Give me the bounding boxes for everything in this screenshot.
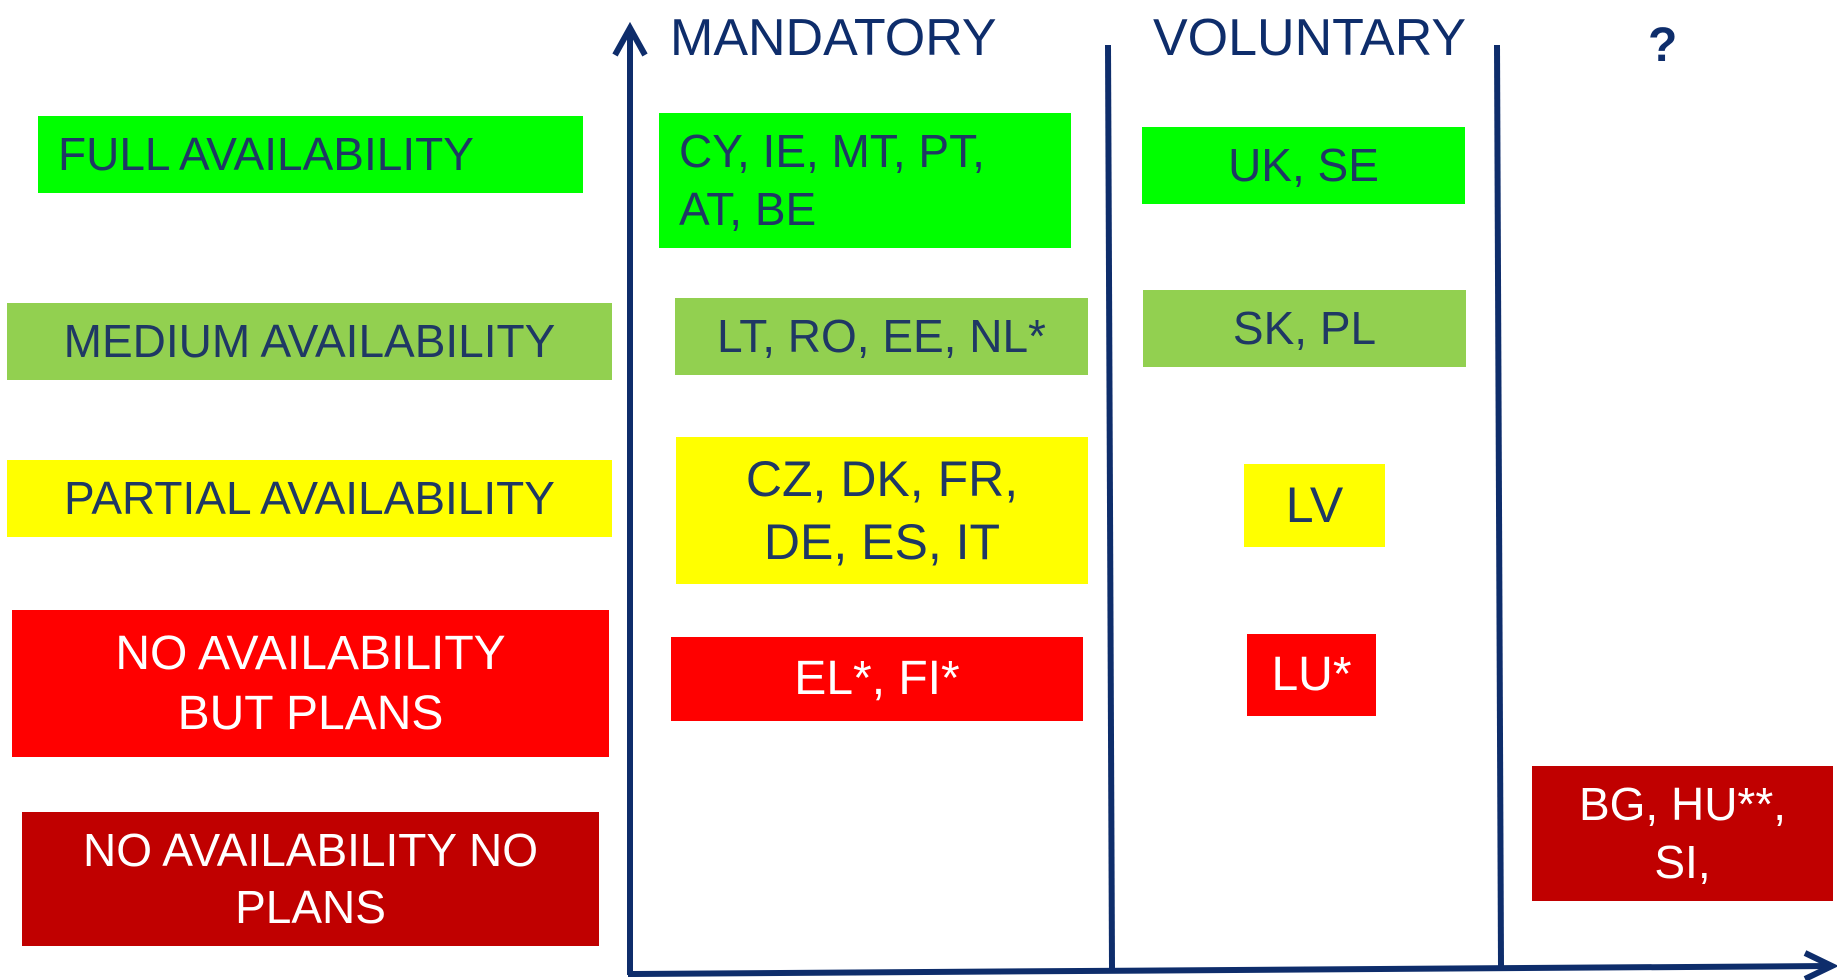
level-partial-availability: PARTIAL AVAILABILITY xyxy=(7,460,612,537)
x-axis xyxy=(628,966,1830,974)
mandatory-medium-countries: LT, RO, EE, NL* xyxy=(675,298,1088,375)
divider-mandatory-voluntary xyxy=(1108,45,1112,968)
column-header-unknown: ? xyxy=(1648,19,1678,72)
level-no-availability-no-plans: NO AVAILABILITY NO PLANS xyxy=(22,812,599,946)
voluntary-medium-countries: SK, PL xyxy=(1143,290,1466,367)
voluntary-full-countries: UK, SE xyxy=(1142,127,1465,204)
level-medium-availability: MEDIUM AVAILABILITY xyxy=(7,303,612,380)
mandatory-full-countries: CY, IE, MT, PT, AT, BE xyxy=(659,113,1071,248)
mandatory-partial-countries: CZ, DK, FR, DE, ES, IT xyxy=(676,437,1088,584)
voluntary-partial-countries: LV xyxy=(1244,464,1385,547)
column-header-mandatory: MANDATORY xyxy=(670,9,997,67)
level-full-availability: FULL AVAILABILITY xyxy=(38,116,583,193)
unknown-no-no-plans-countries: BG, HU**, SI, xyxy=(1532,766,1833,901)
column-header-voluntary: VOLUNTARY xyxy=(1153,9,1467,67)
voluntary-no-but-plans-countries: LU* xyxy=(1247,634,1376,716)
divider-voluntary-unknown xyxy=(1497,45,1501,966)
mandatory-no-but-plans-countries: EL*, FI* xyxy=(671,637,1083,721)
level-no-availability-but-plans: NO AVAILABILITY BUT PLANS xyxy=(12,610,609,757)
